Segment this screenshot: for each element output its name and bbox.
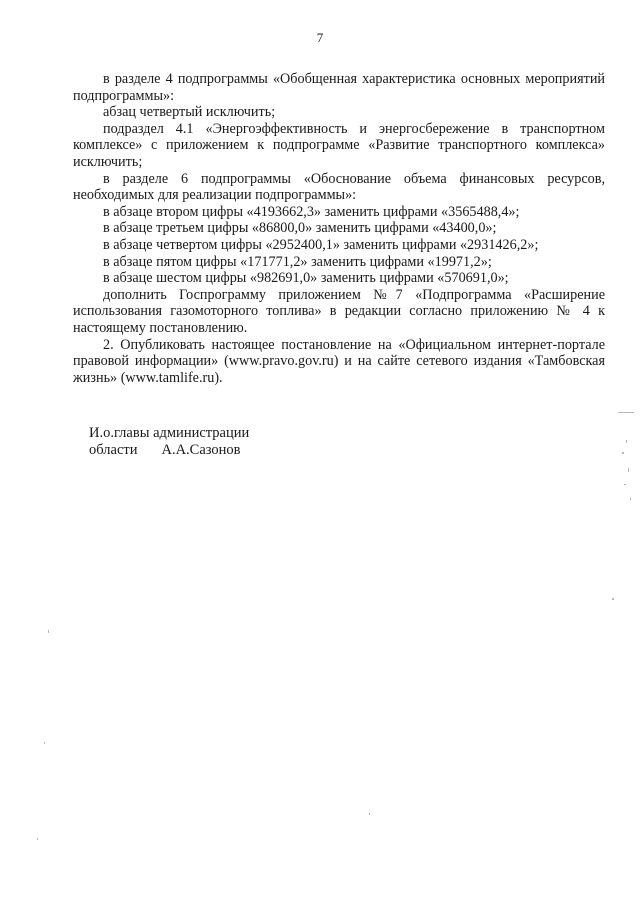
paragraph-abzac-3: в абзаце третьем цифры «86800,0» заменить цифрами «43400,0»; <box>103 220 497 237</box>
paragraph-abzac-5: в абзаце пятом цифры «171771,2» заменить цифрами «19971,2»; <box>103 253 492 270</box>
signature-block <box>89 425 249 459</box>
scan-mark <box>624 484 626 485</box>
paragraph-section-6: в разделе 6 подпрограммы «Обоснование объема финансовых ресурсов, необходимых для реализации подпрограммы»: <box>73 170 605 204</box>
signature-title-line1: И.о.главы администрации <box>89 425 250 441</box>
paragraph-section-4: в разделе 4 подпрограммы «Обобщенная характеристика основных мероприятий подпрограммы»: <box>73 71 605 104</box>
document-body <box>73 71 605 386</box>
paragraph-abzac-2: в абзаце втором цифры «4193662,3» заменить цифрами «3565488,4»; <box>103 203 520 220</box>
scan-mark <box>612 598 614 600</box>
paragraph-abzac-4: в абзаце четвертом цифры «2952400,1» заменить цифрами «2931426,2»; <box>103 236 539 253</box>
scan-mark <box>630 498 631 500</box>
scan-mark <box>628 468 629 472</box>
scan-mark <box>622 452 624 454</box>
paragraph-subsection-4-1: подраздел 4.1 «Энергоэффективность и энергосбережение в транспортном комплексе» с приложением к подпрограмме «Развитие транспортного комплекса» исключить; <box>73 120 605 170</box>
signature-title-line2-row <box>89 442 249 459</box>
scan-mark <box>369 813 370 815</box>
paragraph-delete-abzac-4: абзац четвертый исключить; <box>103 104 276 121</box>
paragraph-abzac-6: в абзаце шестом цифры «982691,0» заменить цифрами «570691,0»; <box>103 270 509 287</box>
scan-mark <box>48 630 49 633</box>
page-number: 7 <box>316 30 324 45</box>
scan-mark <box>44 742 45 744</box>
signature-title-line2: области <box>89 442 138 458</box>
paragraph-publish: 2. Опубликовать настоящее постановление на «Официальном интернет-портале правовой информации» (www.pravo.gov.ru) и на сайте сетевого издания «Тамбовская жизнь» (www.tamlife.ru). <box>73 336 605 386</box>
paragraph-add-appendix-7: дополнить Госпрограмму приложением №7 «Подпрограмма «Расширение использования газомоторного топлива» в редакции согласно приложению № 4 к настоящему постановлению. <box>73 286 605 336</box>
scan-mark <box>618 412 634 413</box>
scan-mark <box>37 838 38 840</box>
signature-name: А.А.Сазонов <box>161 442 241 458</box>
scan-mark <box>626 440 627 443</box>
